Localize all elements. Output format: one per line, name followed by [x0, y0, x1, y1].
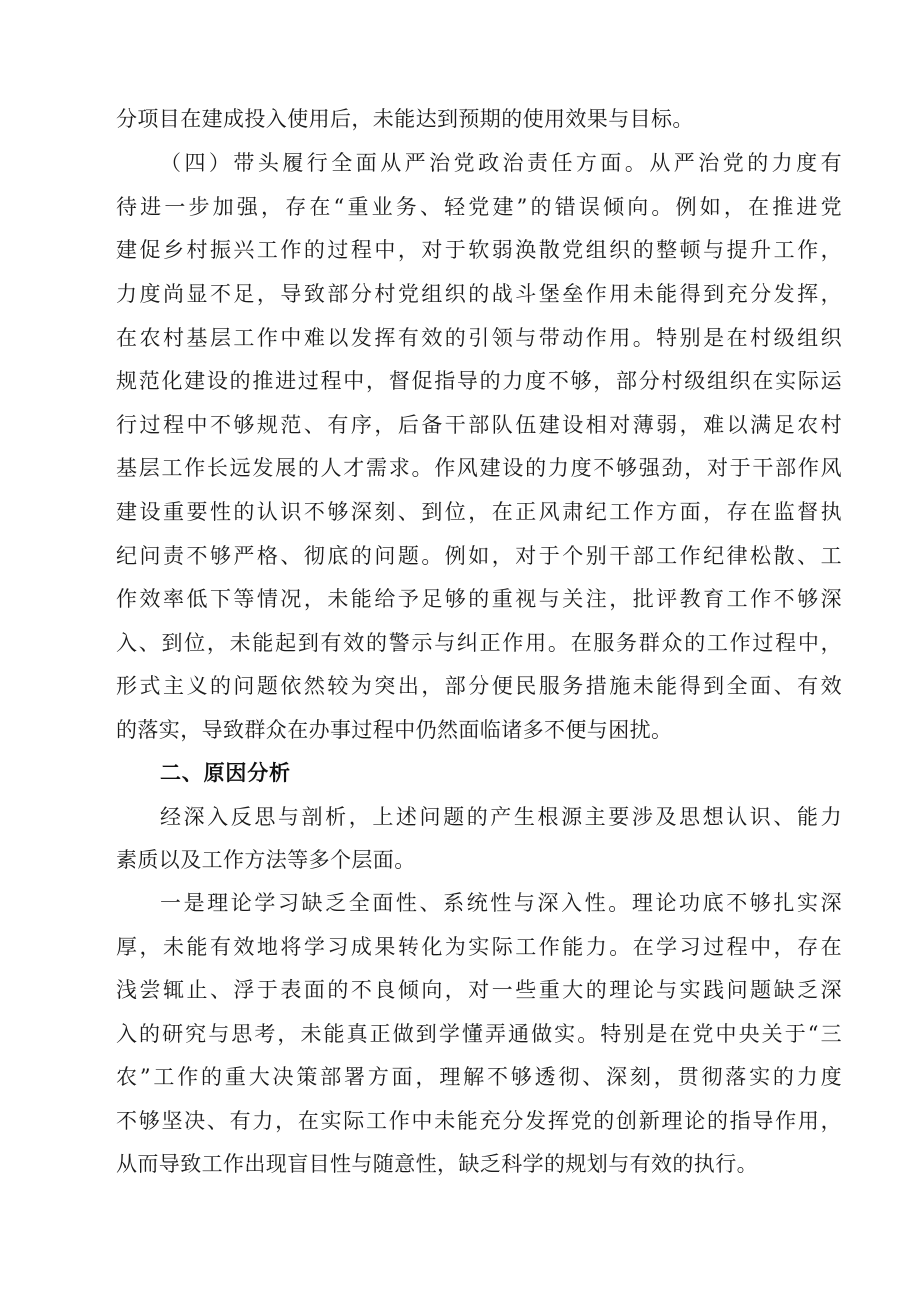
text-line: 纪问责不够严格、彻底的问题。例如，对于个别干部工作纪律松散、工 [116, 544, 842, 568]
text-line: 入、到位，未能起到有效的警示与纠正作用。在服务群众的工作过程中， [116, 631, 842, 655]
text-line: 建促乡村振兴工作的过程中，对于软弱涣散党组织的整顿与提升工作， [116, 238, 842, 262]
text-line: 经深入反思与剖析，上述问题的产生根源主要涉及思想认识、能力 [160, 805, 842, 829]
text-line: 作效率低下等情况，未能给予足够的重视与关注，批评教育工作不够深 [116, 587, 842, 611]
text-line: 行过程中不够规范、有序，后备干部队伍建设相对薄弱，难以满足农村 [116, 413, 842, 437]
text-line: 一是理论学习缺乏全面性、系统性与深入性。理论功底不够扎实深 [160, 891, 842, 915]
text-line: 厚，未能有效地将学习成果转化为实际工作能力。在学习过程中，存在 [116, 935, 842, 959]
text-line: 待进一步加强，存在“重业务、轻党建”的错误倾向。例如，在推进党 [116, 195, 842, 219]
text-line: 素质以及工作方法等多个层面。 [116, 848, 416, 872]
text-line: 形式主义的问题依然较为突出，部分便民服务措施未能得到全面、有效 [116, 674, 842, 698]
text-line: 分项目在建成投入使用后，未能达到预期的使用效果与目标。 [116, 107, 694, 131]
text-line: 浅尝辄止、浮于表面的不良倾向，对一些重大的理论与实践问题缺乏深 [116, 978, 842, 1002]
subsection-heading-line: （四）带头履行全面从严治党政治责任方面。从严治党的力度有 [160, 151, 842, 175]
section-heading: 二、原因分析 [160, 761, 291, 785]
text-line: 从而导致工作出现盲目性与随意性，缺乏科学的规划与有效的执行。 [116, 1152, 758, 1176]
text-line: 基层工作长远发展的人才需求。作风建设的力度不够强劲，对于干部作风 [116, 456, 842, 480]
text-line: 的落实，导致群众在办事过程中仍然面临诸多不便与困扰。 [116, 718, 673, 742]
text-line: 力度尚显不足，导致部分村党组织的战斗堡垒作用未能得到充分发挥， [116, 282, 842, 306]
text-line: 农”工作的重大决策部署方面，理解不够透彻、深刻，贯彻落实的力度 [116, 1065, 842, 1089]
text-line: 在农村基层工作中难以发挥有效的引领与带动作用。特别是在村级组织 [116, 326, 842, 350]
text-line: 建设重要性的认识不够深刻、到位，在正风肃纪工作方面，存在监督执 [116, 500, 842, 524]
text-line: 不够坚决、有力，在实际工作中未能充分发挥党的创新理论的指导作用， [116, 1109, 842, 1133]
text-line: 入的研究与思考，未能真正做到学懂弄通做实。特别是在党中央关于“三 [116, 1022, 842, 1046]
text-line: 规范化建设的推进过程中，督促指导的力度不够，部分村级组织在实际运 [116, 369, 842, 393]
